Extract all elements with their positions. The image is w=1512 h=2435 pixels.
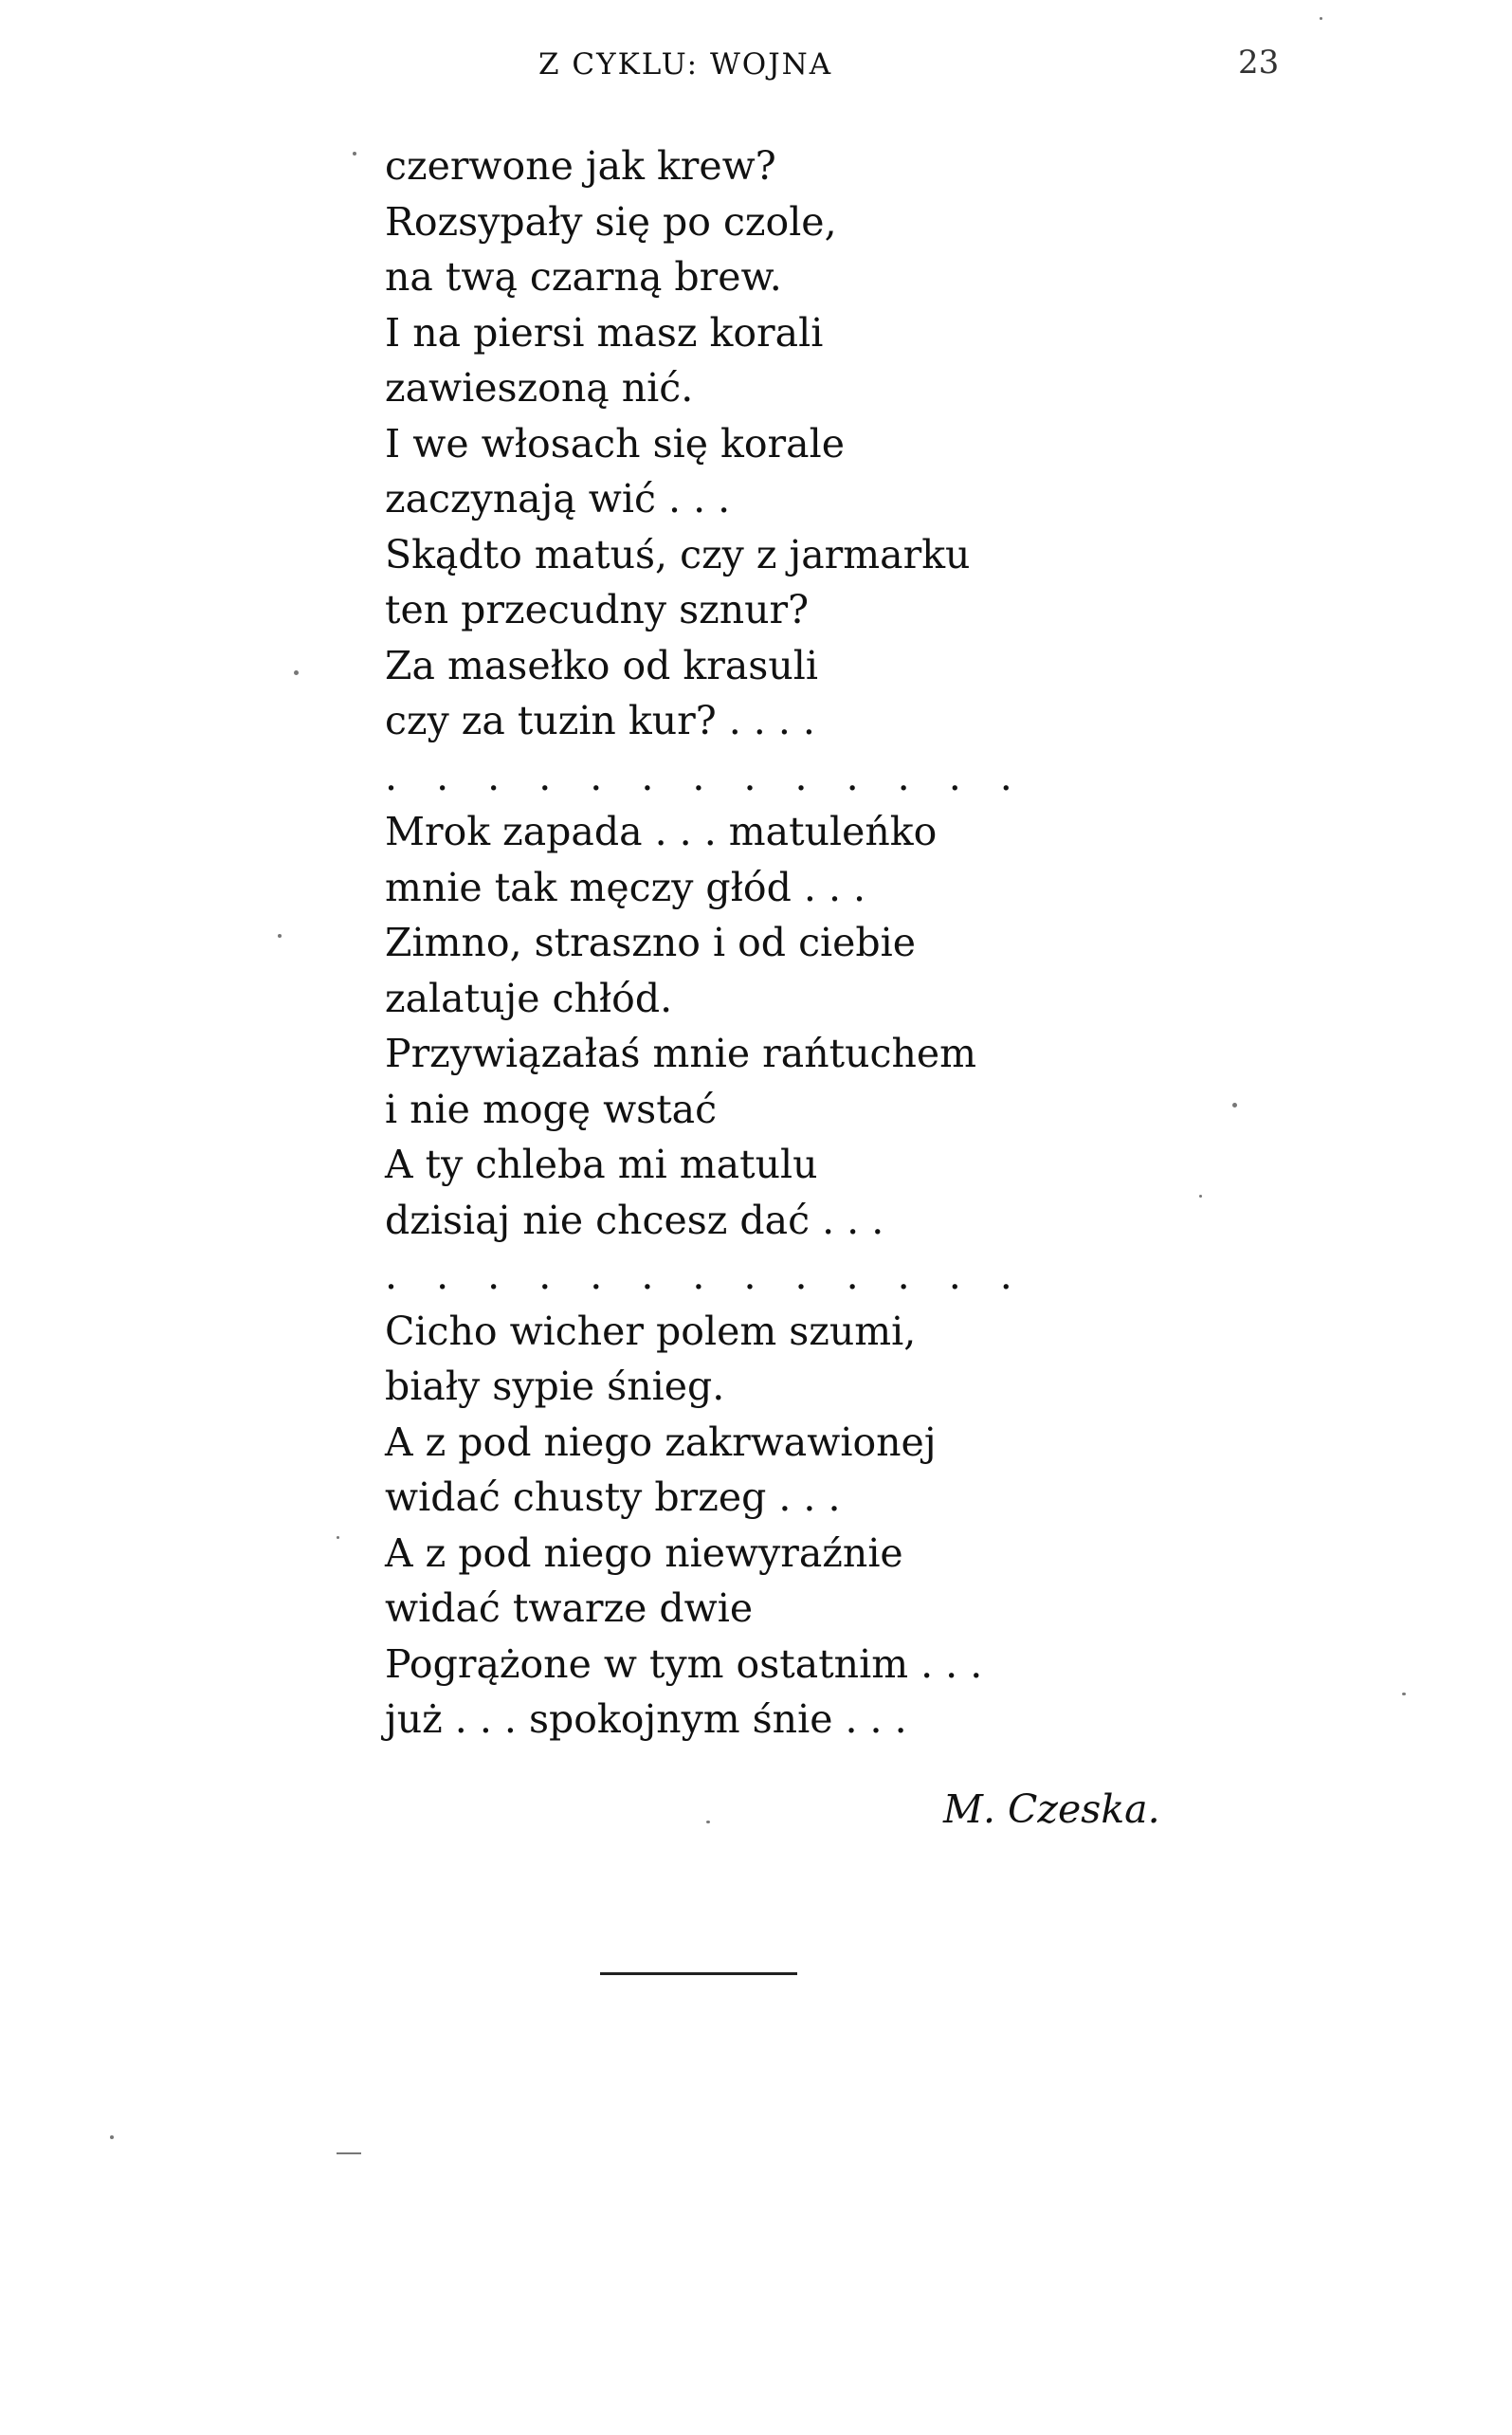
poem-line: zalatuje chłód. <box>385 975 673 1021</box>
poem-line: Cicho wicher polem szumi, <box>385 1308 917 1354</box>
poem-line: I na piersi masz korali <box>385 309 824 356</box>
scan-speck <box>1199 1195 1202 1198</box>
stanza-2 <box>385 804 1143 1248</box>
poem-line: czy za tuzin kur? . . . . <box>385 698 815 743</box>
scan-speck <box>294 670 299 675</box>
scan-speck <box>110 2135 114 2139</box>
poem-line: Skądto matuś, czy z jarmarku <box>385 531 971 577</box>
stanza-separator: . . . . . . . . . . . . . <box>385 753 1026 799</box>
poem-line: A z pod niego niewyraźnie <box>385 1529 903 1576</box>
poem <box>385 138 1143 1748</box>
poem-line: A z pod niego zakrwawionej <box>385 1419 937 1465</box>
poem-line: Pogrążone w tym ostatnim . . . <box>385 1640 983 1687</box>
poem-line: czerwone jak krew? <box>385 143 776 189</box>
scan-speck <box>337 1536 339 1539</box>
author-signature: M. Czeska. <box>943 1786 1160 1832</box>
poem-line: widać chusty brzeg . . . <box>385 1474 841 1520</box>
running-title: Z CYKLU: WOJNA <box>538 47 833 82</box>
poem-line: i nie mogę wstać <box>385 1086 718 1132</box>
poem-line: A ty chleba mi matulu <box>385 1142 818 1187</box>
scan-speck <box>1232 1103 1237 1108</box>
poem-line: już . . . spokojnym śnie . . . <box>385 1696 907 1742</box>
poem-line: Rozsypały się po czole, <box>385 198 837 245</box>
poem-line: Mrok zapada . . . matuleńko <box>385 809 938 854</box>
poem-line: Za masełko od krasuli <box>385 642 818 688</box>
stanza-3 <box>385 1304 1143 1748</box>
page-number: 23 <box>1238 44 1280 82</box>
scan-speck <box>337 2152 361 2154</box>
scan-speck <box>278 934 282 938</box>
poem-line: ten przecudny sznur? <box>385 587 810 632</box>
poem-line: zaczynają wić . . . <box>385 476 731 522</box>
poem-line: na twą czarną brew. <box>385 254 782 300</box>
poem-line: mnie tak męczy głód . . . <box>385 864 866 910</box>
scan-speck <box>1402 1693 1406 1695</box>
section-end-rule <box>600 1972 797 1975</box>
scan-speck <box>1320 17 1322 20</box>
poem-line: Zimno, straszno i od ciebie <box>385 920 917 965</box>
poem-line: I we włosach się korale <box>385 420 845 467</box>
poem-line: Przywiązałaś mnie rańtuchem <box>385 1031 976 1076</box>
poem-line: widać twarze dwie <box>385 1585 754 1631</box>
stanza-1 <box>385 138 1143 749</box>
poem-line: zawieszoną nić. <box>385 365 694 411</box>
scan-speck <box>706 1821 710 1823</box>
stanza-separator: . . . . . . . . . . . . . <box>385 1253 1026 1298</box>
poem-line: dzisiaj nie chcesz dać . . . <box>385 1197 884 1243</box>
poem-line: biały sypie śnieg. <box>385 1364 725 1409</box>
scan-speck <box>353 152 356 156</box>
